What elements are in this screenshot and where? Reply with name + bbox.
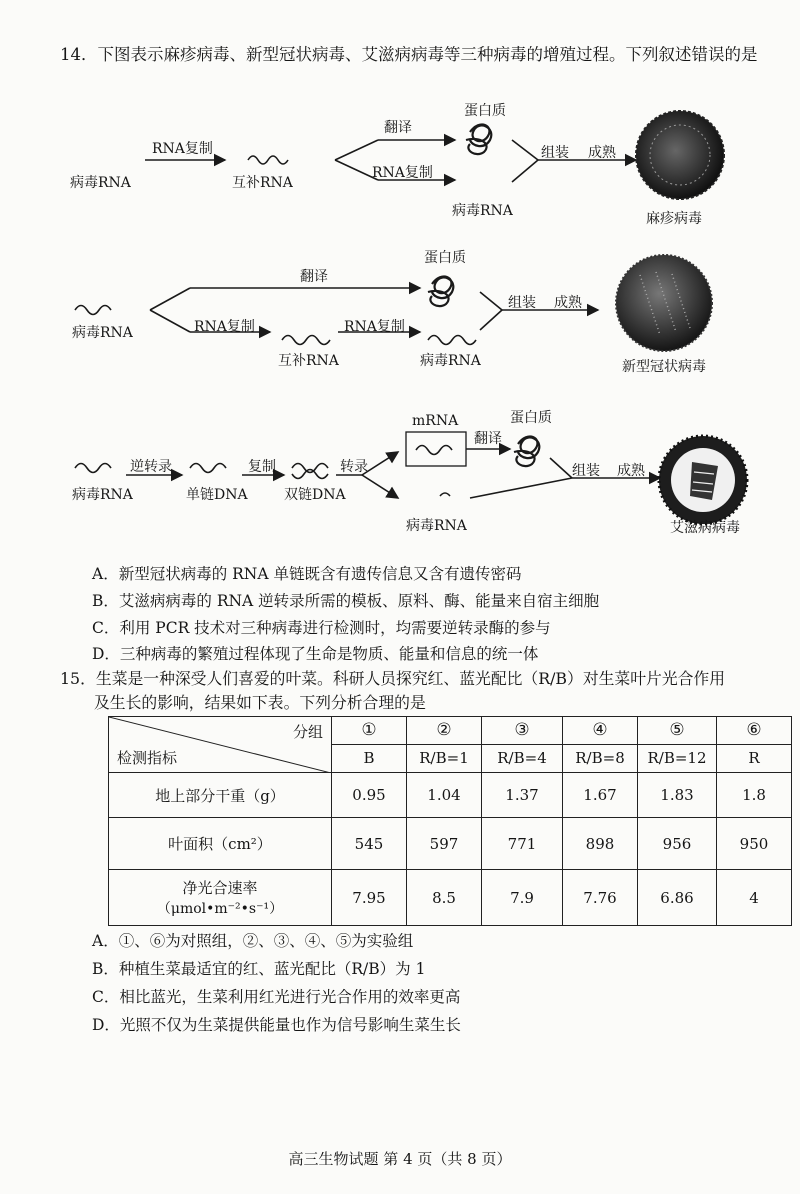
group-ratio: R/B=4: [497, 749, 547, 767]
d3-single-strand-dna-label: 单链DNA: [186, 487, 248, 503]
table-cell: 898: [563, 818, 638, 870]
d1-translation-label: 翻译: [384, 120, 412, 136]
virus-replication-diagrams: [0, 0, 800, 560]
d2-viral-rna2-label: 病毒RNA: [420, 353, 481, 369]
group-ratio: R: [748, 749, 760, 767]
d2-coronavirus-label: 新型冠状病毒: [622, 359, 706, 375]
table-cell: 4: [717, 870, 792, 926]
page-footer: 高三生物试题 第 4 页（共 8 页）: [288, 1150, 512, 1168]
d2-assembly-label: 组装: [508, 295, 536, 311]
protein-icon: [466, 124, 491, 154]
table-cell: 545: [332, 818, 407, 870]
table-cell: 7.76: [563, 870, 638, 926]
row-label: 地上部分干重（g）: [109, 773, 332, 818]
group-ratio: R/B=8: [575, 749, 625, 767]
d1-complementary-rna-label: 互补RNA: [232, 175, 293, 191]
d3-viral-rna-label: 病毒RNA: [72, 487, 133, 503]
d1-rna-replication-label: RNA复制: [152, 141, 213, 157]
d1-maturation-label: 成熟: [588, 145, 616, 161]
d1-protein-label: 蛋白质: [464, 103, 506, 119]
table-cell: 6.86: [638, 870, 717, 926]
table-corner-cell: [109, 717, 332, 773]
d2-viral-rna-label: 病毒RNA: [72, 325, 133, 341]
row-label: [109, 870, 332, 926]
protein-icon: [428, 276, 453, 306]
q14-option-d: D．三种病毒的繁殖过程体现了生命是物质、能量和信息的统一体: [92, 645, 539, 663]
d1-viral-rna2-label: 病毒RNA: [452, 203, 513, 219]
d3-double-strand-dna-label: 双链DNA: [284, 487, 346, 503]
group-cell: [407, 717, 482, 773]
d3-replication-label: 复制: [248, 459, 276, 475]
corner-bottom-label: 检测指标: [117, 749, 178, 767]
d3-reverse-transcription-label: 逆转录: [130, 459, 172, 475]
d2-complementary-rna-label: 互补RNA: [278, 353, 339, 369]
q14-option-a: A．新型冠状病毒的 RNA 单链既含有遗传信息又含有遗传密码: [92, 565, 522, 583]
q15-stem-line2: 及生长的影响，结果如下表。下列分析合理的是: [94, 693, 426, 712]
group-number: ④: [563, 717, 637, 745]
d2-rna-replication-label: RNA复制: [194, 319, 255, 335]
row-label-line2: （μmol•m⁻²•s⁻¹）: [156, 901, 284, 917]
d1-rna-replication2-label: RNA复制: [372, 165, 433, 181]
table-cell: 7.95: [332, 870, 407, 926]
row-label-line1: 净光合速率: [182, 879, 258, 897]
table-cell: 7.9: [482, 870, 563, 926]
q15-stem-line1: 15．生菜是一种深受人们喜爱的叶菜。科研人员探究红、蓝光配比（R/B）对生菜叶片光合作用: [60, 669, 726, 688]
q15-option-d: D．光照不仅为生菜提供能量也作为信号影响生菜生长: [92, 1016, 461, 1034]
d2-maturation-label: 成熟: [554, 295, 582, 311]
group-number: ⑥: [717, 717, 791, 745]
table-cell: 8.5: [407, 870, 482, 926]
group-number: ③: [482, 717, 562, 745]
group-cell: [332, 717, 407, 773]
d3-hiv-virus-label: 艾滋病病毒: [670, 520, 740, 536]
table-cell: 1.8: [717, 773, 792, 818]
coronavirus-icon: [616, 255, 712, 351]
q15-option-b: B．种植生菜最适宜的红、蓝光配比（R/B）为 1: [92, 960, 426, 978]
q14-stem: 14．下图表示麻疹病毒、新型冠状病毒、艾滋病病毒等三种病毒的增殖过程。下列叙述错误的是: [60, 45, 758, 64]
d3-translation-label: 翻译: [474, 431, 502, 447]
group-cell: [482, 717, 563, 773]
d1-assembly-label: 组装: [541, 145, 569, 161]
hiv-virus-icon: [659, 436, 747, 524]
group-number: ⑤: [638, 717, 716, 745]
table-cell: 771: [482, 818, 563, 870]
group-number: ②: [407, 717, 481, 745]
table-cell: 597: [407, 818, 482, 870]
group-ratio: R/B=12: [647, 749, 707, 767]
d3-assembly-label: 组装: [572, 463, 600, 479]
group-ratio: B: [363, 749, 375, 767]
d1-measles-virus-label: 麻疹病毒: [646, 211, 702, 227]
d1-viral-rna-label: 病毒RNA: [70, 175, 131, 191]
group-cell: [638, 717, 717, 773]
d3-maturation-label: 成熟: [617, 463, 645, 479]
group-number: ①: [332, 717, 406, 745]
results-table: [108, 716, 792, 926]
measles-virus-icon: [636, 111, 724, 199]
table-cell: 956: [638, 818, 717, 870]
d3-protein-label: 蛋白质: [510, 410, 552, 426]
protein-icon: [514, 436, 539, 466]
row-label: 叶面积（cm²）: [109, 818, 332, 870]
group-cell: [563, 717, 638, 773]
table-cell: 1.37: [482, 773, 563, 818]
group-cell: [717, 717, 792, 773]
table-row: [109, 773, 792, 818]
d2-rna-replication2-label: RNA复制: [344, 319, 405, 335]
q14-option-c: C．利用 PCR 技术对三种病毒进行检测时，均需要逆转录酶的参与: [92, 619, 551, 637]
table-header-row: [109, 717, 792, 773]
corner-top-label: 分组: [292, 723, 323, 741]
table-cell: 1.83: [638, 773, 717, 818]
d3-mrna-label: mRNA: [412, 413, 459, 429]
q14-option-b: B．艾滋病病毒的 RNA 逆转录所需的模板、原料、酶、能量来自宿主细胞: [92, 592, 600, 610]
d2-translation-label: 翻译: [300, 269, 328, 285]
table-row: [109, 818, 792, 870]
group-ratio: R/B=1: [419, 749, 469, 767]
q15-option-a: A．①、⑥为对照组，②、③、④、⑤为实验组: [92, 932, 414, 950]
table-cell: 1.67: [563, 773, 638, 818]
d3-transcription-label: 转录: [340, 459, 368, 475]
q15-option-c: C．相比蓝光，生菜利用红光进行光合作用的效率更高: [92, 988, 461, 1006]
table-cell: 1.04: [407, 773, 482, 818]
table-cell: 0.95: [332, 773, 407, 818]
d2-protein-label: 蛋白质: [424, 250, 466, 266]
d3-viral-rna2-label: 病毒RNA: [406, 518, 467, 534]
table-row: [109, 870, 792, 926]
table-cell: 950: [717, 818, 792, 870]
